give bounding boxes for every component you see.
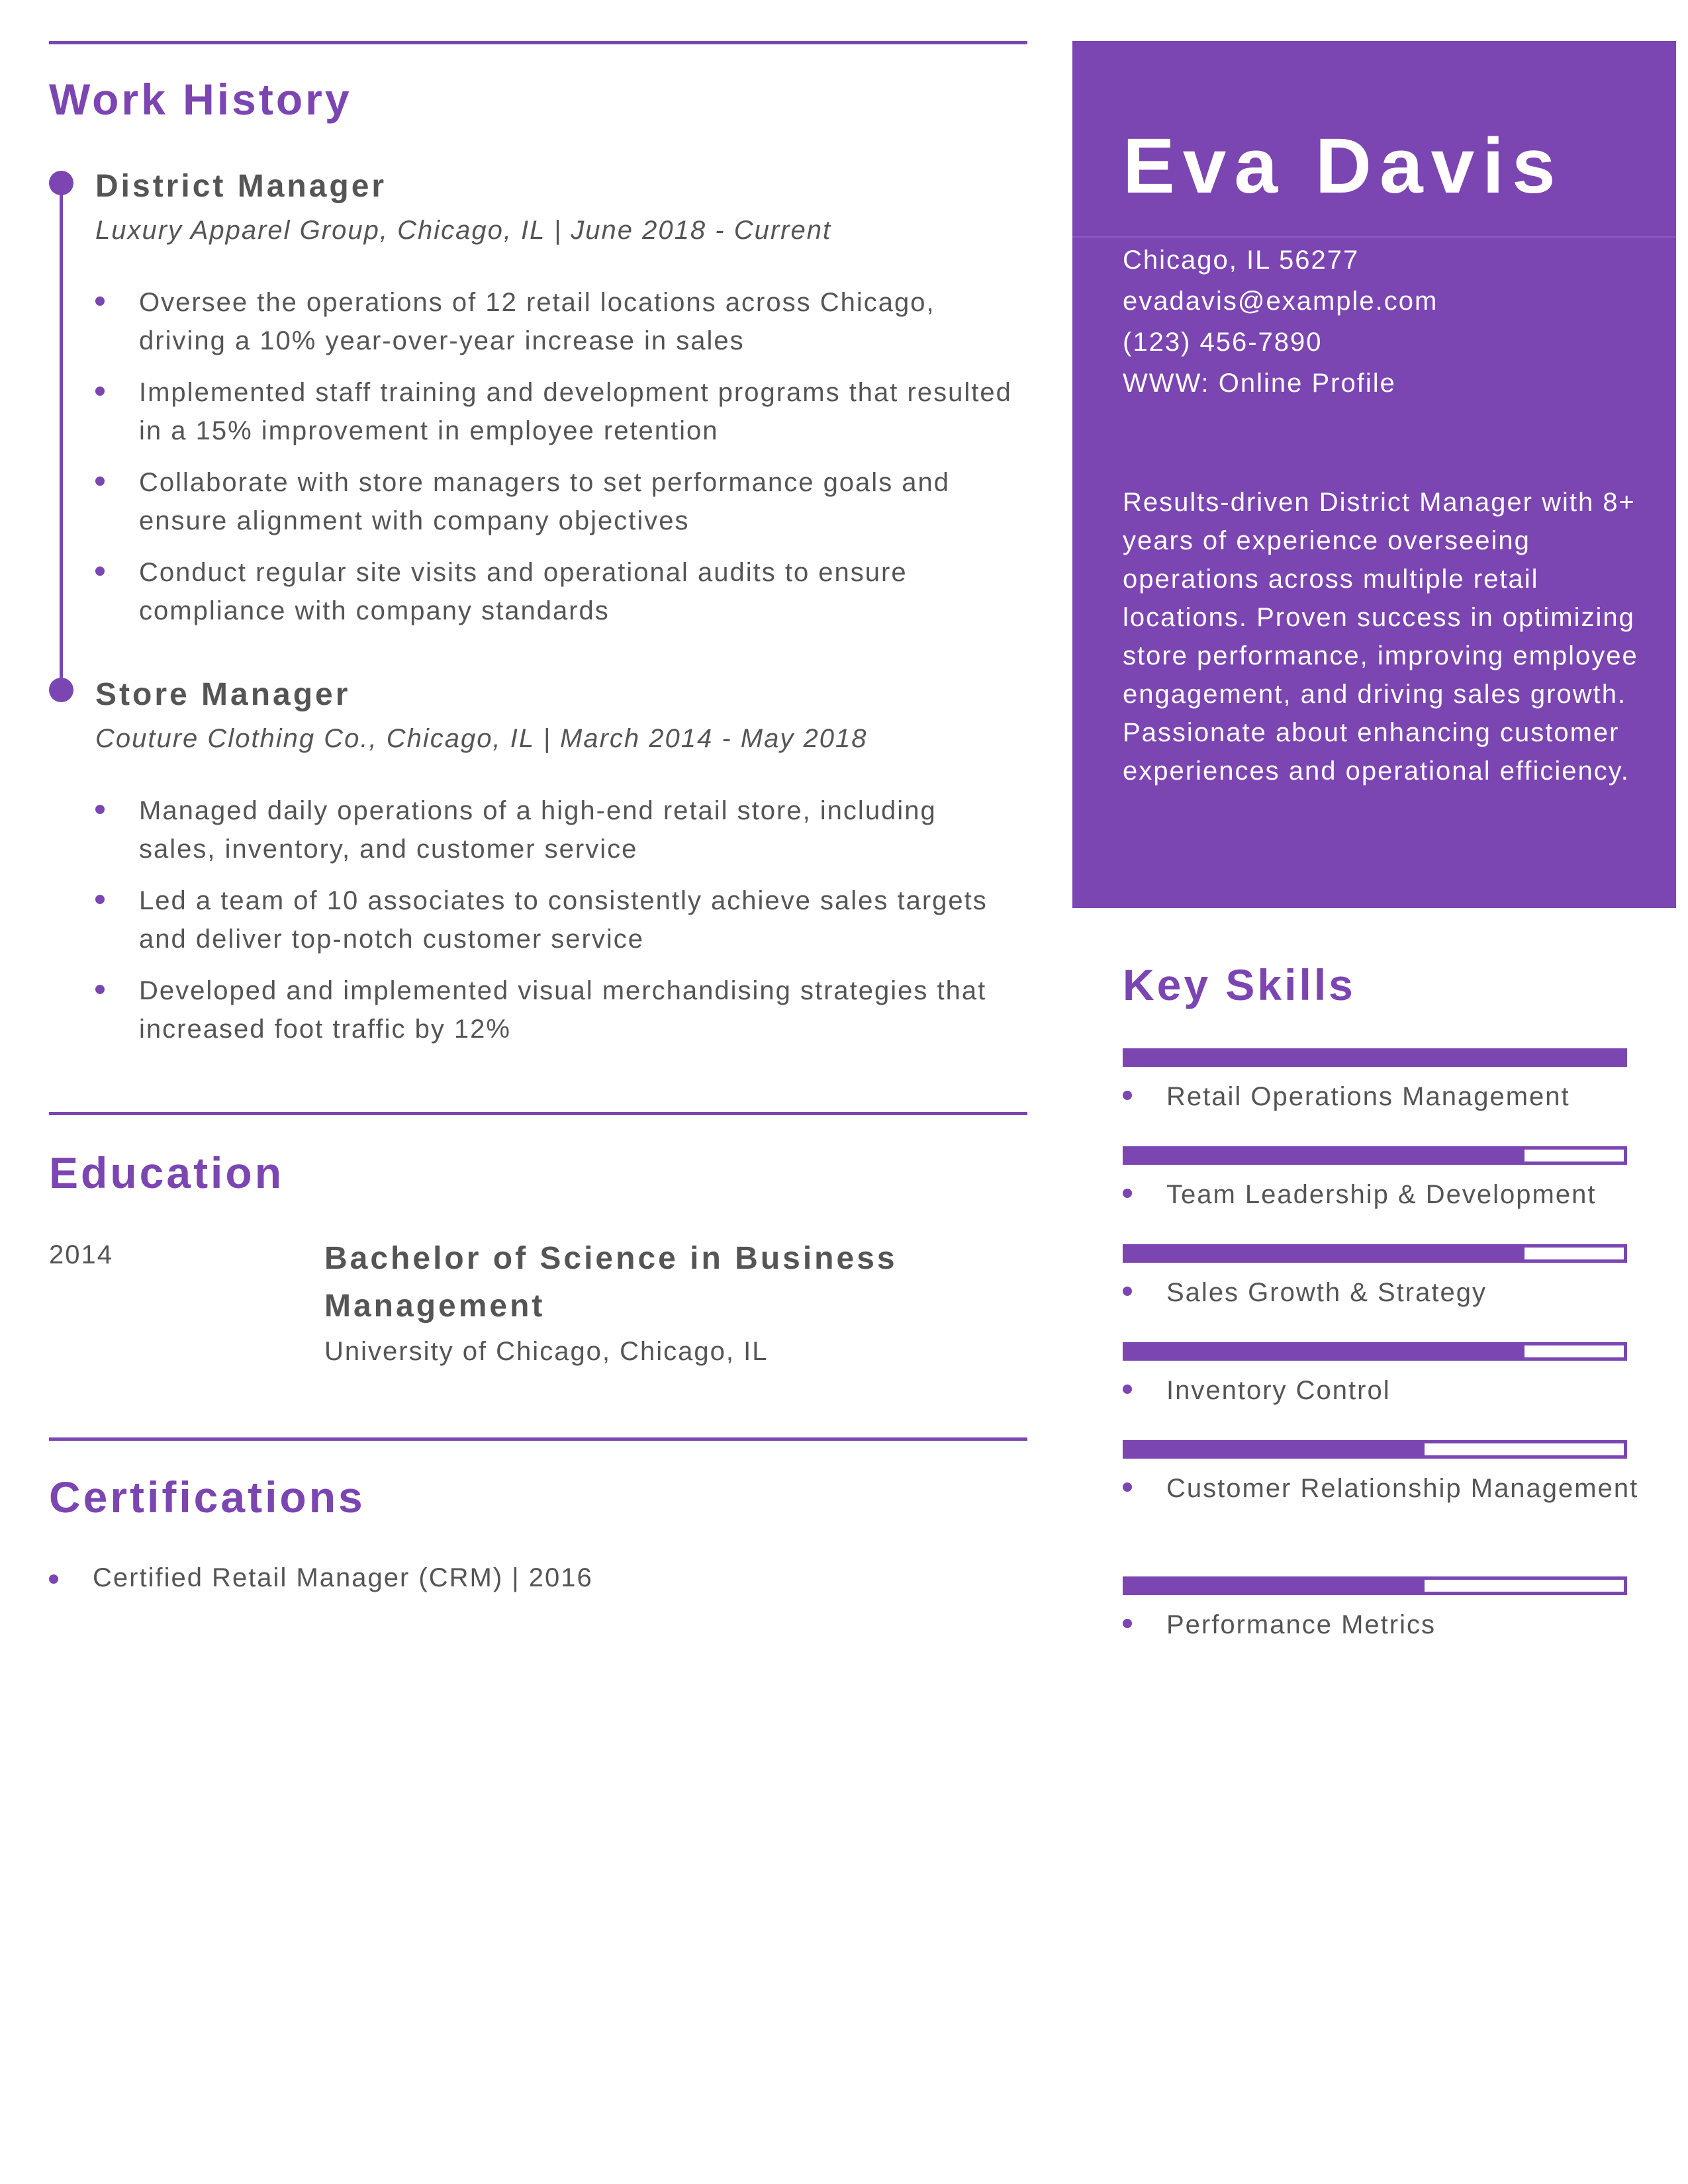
contact-phone: (123) 456-7890: [1123, 328, 1323, 357]
skill-item: [1123, 1077, 1639, 1116]
contact-info: [1123, 240, 1438, 404]
professional-summary: Results-driven District Manager with 8+ years of experience overseeing operations across multiple retail locations. Proven success in optimizing store performance, improving employee engagement, and driving sales growth. Passionate about enhancing customer experiences and operational efficiency.: [1123, 488, 1638, 786]
job-bullets: [95, 792, 1022, 1062]
skill-level-bar: [1123, 1146, 1627, 1165]
list-item: Managed daily operations of a high-end retail store, including sales, inventory, and customer service: [95, 792, 1022, 868]
bullet-icon: [95, 387, 105, 396]
skill-item: [1123, 1175, 1639, 1214]
contact-location: Chicago, IL 56277: [1123, 246, 1360, 275]
education-school: University of Chicago, Chicago, IL: [324, 1337, 769, 1366]
skill-level-fill: [1126, 1443, 1425, 1455]
job-bullets: [95, 283, 1022, 643]
skill-level-bar: [1123, 1576, 1627, 1595]
job-meta: Luxury Apparel Group, Chicago, IL | June 2018 - Current: [95, 216, 832, 245]
list-item: [49, 1563, 593, 1593]
skill-level-bar: [1123, 1244, 1627, 1263]
skill-label: Inventory Control: [1166, 1376, 1391, 1405]
education-degree: Bachelor of Science in Business Management: [324, 1241, 898, 1324]
skill-item: [1123, 1273, 1639, 1312]
timeline-dot: [49, 171, 73, 195]
list-item: Developed and implemented visual merchandising strategies that increased foot traffic by 12%: [95, 972, 1022, 1048]
certifications-heading: Certifications: [49, 1473, 365, 1522]
bullet-icon: [49, 1574, 58, 1584]
timeline-dot: [49, 678, 73, 702]
skill-level-fill: [1126, 1248, 1524, 1259]
key-skills-heading: Key Skills: [1123, 960, 1356, 1009]
bullet-icon: [1123, 1287, 1132, 1296]
header-panel: [1072, 41, 1676, 908]
skill-label: Customer Relationship Management: [1166, 1474, 1639, 1503]
education-year: 2014: [49, 1240, 113, 1269]
bullet-icon: [95, 567, 105, 576]
skill-item: [1123, 1371, 1639, 1410]
job-title: Store Manager: [95, 677, 351, 712]
job-meta: Couture Clothing Co., Chicago, IL | March 2014 - May 2018: [95, 724, 868, 753]
bullet-icon: [1123, 1385, 1132, 1394]
bullet-icon: [1123, 1482, 1132, 1492]
skill-level-bar: [1123, 1048, 1627, 1067]
contact-email[interactable]: evadavis@example.com: [1123, 287, 1438, 316]
section-divider: [49, 1437, 1027, 1441]
bullet-icon: [1123, 1189, 1132, 1198]
section-divider: [49, 1112, 1027, 1115]
work-history-heading: Work History: [49, 75, 352, 124]
skill-label: Sales Growth & Strategy: [1166, 1278, 1487, 1307]
bullet-icon: [1123, 1619, 1132, 1628]
skill-label: Performance Metrics: [1166, 1610, 1436, 1639]
bullet-icon: [95, 895, 105, 904]
education-heading: Education: [49, 1148, 285, 1197]
bullet-icon: [95, 296, 105, 306]
skill-level-fill: [1126, 1052, 1624, 1064]
skill-level-fill: [1126, 1345, 1524, 1357]
section-divider: [49, 41, 1027, 44]
skill-level-fill: [1126, 1580, 1425, 1592]
bullet-icon: [95, 805, 105, 814]
contact-website[interactable]: WWW: Online Profile: [1123, 369, 1396, 398]
skill-level-bar: [1123, 1440, 1627, 1459]
list-item: Oversee the operations of 12 retail locations across Chicago, driving a 10% year-over-year increase in sales: [95, 283, 1022, 360]
candidate-name: Eva Davis: [1123, 122, 1564, 210]
certification-text: Certified Retail Manager (CRM) | 2016: [93, 1563, 593, 1592]
skill-level-fill: [1126, 1150, 1524, 1161]
skill-level-bar: [1123, 1342, 1627, 1361]
bullet-icon: [95, 985, 105, 994]
skill-item: [1123, 1469, 1639, 1508]
skill-label: Retail Operations Management: [1166, 1082, 1570, 1111]
job-title: District Manager: [95, 169, 387, 204]
header-divider: [1072, 236, 1676, 238]
bullet-icon: [1123, 1091, 1132, 1100]
list-item: Led a team of 10 associates to consistently achieve sales targets and deliver top-notch customer service: [95, 882, 1022, 958]
bullet-icon: [95, 477, 105, 486]
skill-item: [1123, 1606, 1639, 1644]
list-item: Implemented staff training and development programs that resulted in a 15% improvement in employee retention: [95, 373, 1022, 450]
list-item: Conduct regular site visits and operational audits to ensure compliance with company standards: [95, 553, 1022, 630]
skill-label: Team Leadership & Development: [1166, 1180, 1597, 1209]
timeline-line: [60, 183, 63, 691]
list-item: Collaborate with store managers to set performance goals and ensure alignment with company objectives: [95, 463, 1022, 540]
